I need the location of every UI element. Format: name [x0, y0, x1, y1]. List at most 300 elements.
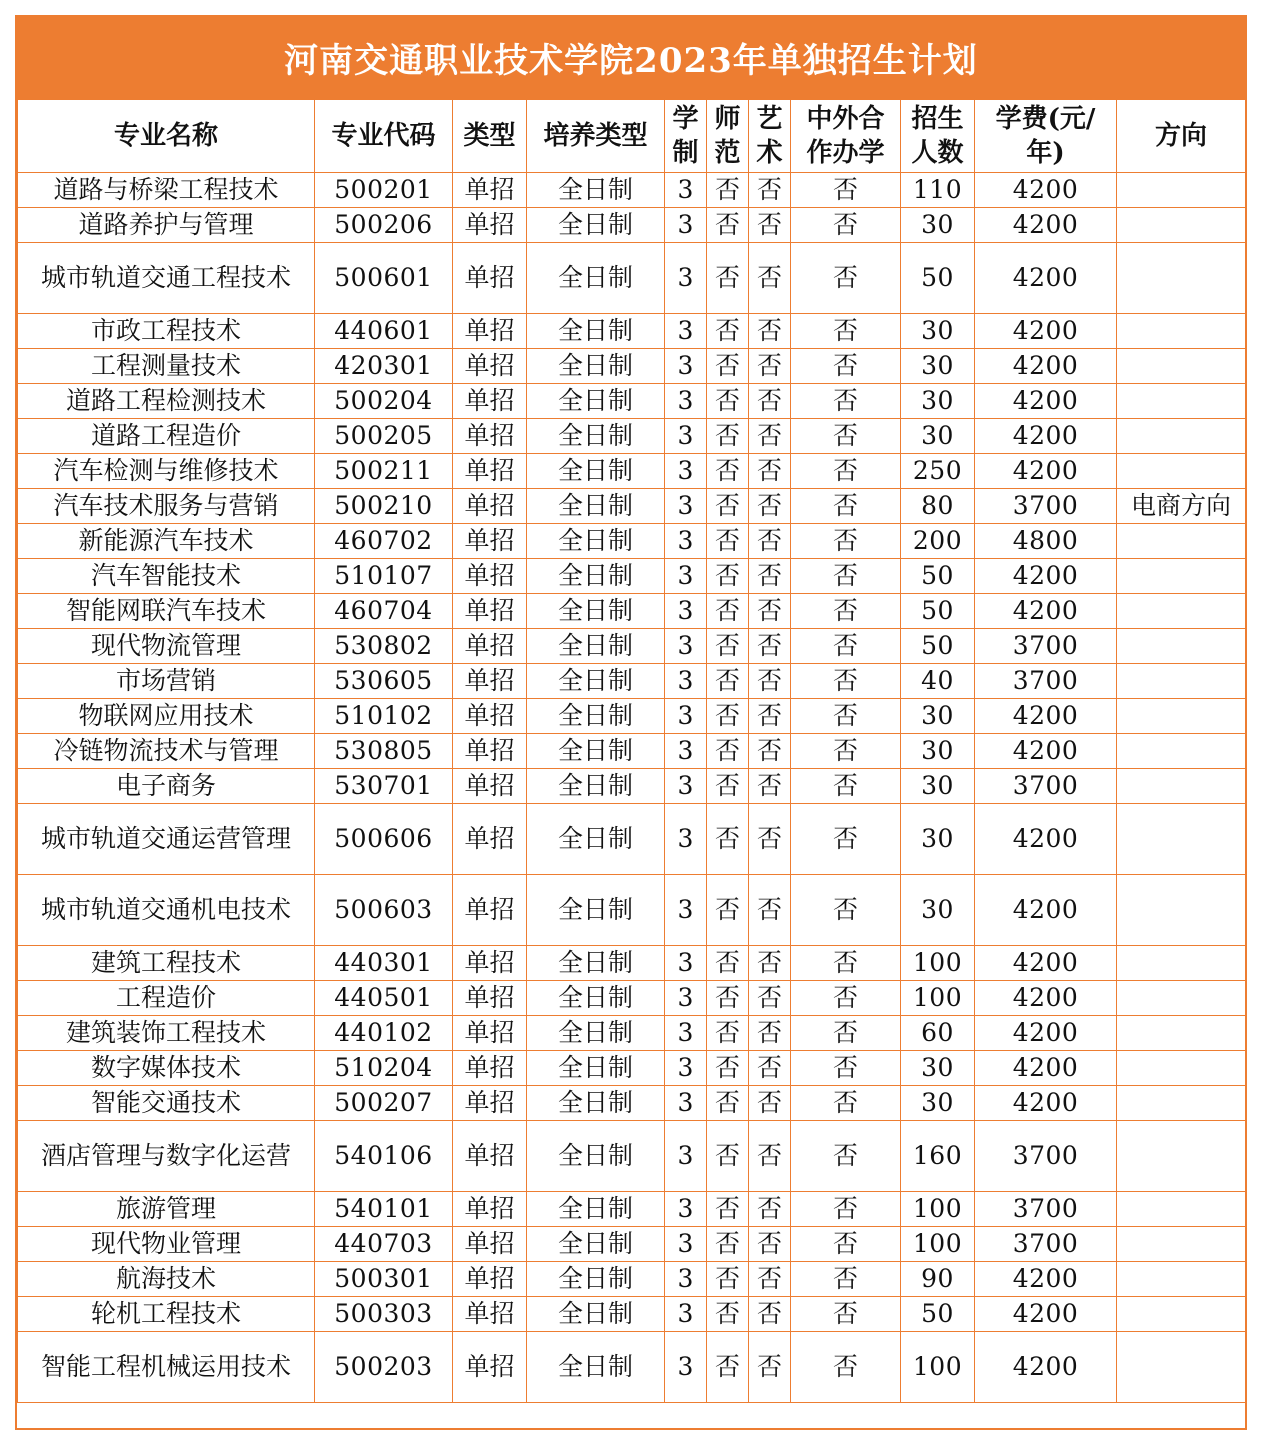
table-cell: 单招 — [453, 946, 527, 981]
table-cell: 否 — [707, 769, 749, 804]
table-cell: 单招 — [453, 1016, 527, 1051]
table-cell: 否 — [749, 1262, 791, 1297]
table-cell: 全日制 — [527, 734, 665, 769]
table-cell: 现代物流管理 — [18, 629, 315, 664]
table-cell: 全日制 — [527, 1086, 665, 1121]
table-cell — [1117, 384, 1246, 419]
table-cell: 4200 — [975, 1086, 1117, 1121]
table-cell: 单招 — [453, 524, 527, 559]
table-cell: 3 — [665, 734, 707, 769]
table-cell: 否 — [791, 875, 901, 946]
table-row — [18, 699, 1246, 734]
table-cell: 智能交通技术 — [18, 1086, 315, 1121]
column-header-text: 制 — [672, 138, 699, 168]
table-cell: 3 — [665, 454, 707, 489]
column-header — [665, 100, 707, 173]
table-cell: 全日制 — [527, 454, 665, 489]
table-cell: 530605 — [315, 664, 453, 699]
table-cell: 80 — [901, 489, 975, 524]
column-header — [18, 100, 315, 173]
table-cell: 单招 — [453, 804, 527, 875]
table-cell: 单招 — [453, 1227, 527, 1262]
table-row — [18, 384, 1246, 419]
column-header — [791, 100, 901, 173]
table-cell: 4200 — [975, 1332, 1117, 1403]
table-cell: 510204 — [315, 1051, 453, 1086]
table-row — [18, 1297, 1246, 1332]
table-cell: 50 — [901, 559, 975, 594]
table-cell: 工程测量技术 — [18, 349, 315, 384]
table-cell — [1117, 946, 1246, 981]
table-row — [18, 1192, 1246, 1227]
table-cell: 工程造价 — [18, 981, 315, 1016]
table-row — [18, 1086, 1246, 1121]
table-cell: 否 — [791, 699, 901, 734]
column-header — [1117, 100, 1246, 173]
table-cell: 4200 — [975, 454, 1117, 489]
table-cell: 单招 — [453, 1086, 527, 1121]
table-cell: 全日制 — [527, 1262, 665, 1297]
table-cell: 530701 — [315, 769, 453, 804]
table-cell: 城市轨道交通运营管理 — [18, 804, 315, 875]
table-cell — [1117, 173, 1246, 208]
table-cell: 3 — [665, 804, 707, 875]
table-cell: 全日制 — [527, 1332, 665, 1403]
table-cell: 160 — [901, 1121, 975, 1192]
table-cell: 全日制 — [527, 664, 665, 699]
table-cell: 4200 — [975, 173, 1117, 208]
table-cell: 否 — [707, 419, 749, 454]
table-cell: 全日制 — [527, 699, 665, 734]
table-row — [18, 1051, 1246, 1086]
table-cell: 40 — [901, 664, 975, 699]
table-cell: 3 — [665, 664, 707, 699]
table-cell: 否 — [749, 1016, 791, 1051]
table-cell: 420301 — [315, 349, 453, 384]
table-cell: 4200 — [975, 559, 1117, 594]
table-cell: 全日制 — [527, 384, 665, 419]
table-cell: 否 — [749, 946, 791, 981]
table-cell: 否 — [791, 1051, 901, 1086]
table-cell: 3 — [665, 699, 707, 734]
table-cell: 440501 — [315, 981, 453, 1016]
column-header-text: 师 — [714, 104, 741, 134]
table-row — [18, 1227, 1246, 1262]
table-cell: 汽车检测与维修技术 — [18, 454, 315, 489]
table-cell: 单招 — [453, 314, 527, 349]
table-cell: 全日制 — [527, 804, 665, 875]
table-cell: 否 — [749, 489, 791, 524]
table-cell: 否 — [707, 173, 749, 208]
table-cell: 单招 — [453, 243, 527, 314]
table-cell: 否 — [749, 314, 791, 349]
table-cell: 500603 — [315, 875, 453, 946]
table-cell: 否 — [749, 1121, 791, 1192]
column-header — [527, 100, 665, 173]
table-cell: 否 — [791, 454, 901, 489]
table-cell: 否 — [791, 384, 901, 419]
table-row — [18, 1332, 1246, 1403]
table-cell: 否 — [749, 875, 791, 946]
table-cell: 全日制 — [527, 946, 665, 981]
table-cell: 否 — [791, 489, 901, 524]
table-cell: 否 — [749, 1332, 791, 1403]
table-cell: 4200 — [975, 699, 1117, 734]
table-cell: 4200 — [975, 1016, 1117, 1051]
table-cell: 50 — [901, 1297, 975, 1332]
table-cell: 4200 — [975, 243, 1117, 314]
table-cell: 智能工程机械运用技术 — [18, 1332, 315, 1403]
table-cell: 否 — [791, 769, 901, 804]
table-cell: 轮机工程技术 — [18, 1297, 315, 1332]
table-cell: 3 — [665, 208, 707, 243]
table-cell: 全日制 — [527, 1297, 665, 1332]
table-cell — [1117, 769, 1246, 804]
table-cell: 460704 — [315, 594, 453, 629]
table-cell: 30 — [901, 1051, 975, 1086]
table-cell: 否 — [707, 699, 749, 734]
table-cell: 否 — [749, 419, 791, 454]
table-cell: 否 — [791, 946, 901, 981]
table-cell: 单招 — [453, 734, 527, 769]
table-cell: 否 — [749, 243, 791, 314]
table-row — [18, 734, 1246, 769]
table-cell: 否 — [707, 629, 749, 664]
table-cell: 510102 — [315, 699, 453, 734]
enrollment-plan-table — [17, 99, 1246, 1403]
table-cell: 3 — [665, 314, 707, 349]
table-cell: 3 — [665, 875, 707, 946]
column-header — [315, 100, 453, 173]
table-cell — [1117, 208, 1246, 243]
table-cell — [1117, 981, 1246, 1016]
table-cell: 单招 — [453, 173, 527, 208]
column-header-text: 范 — [714, 138, 741, 168]
table-cell: 500207 — [315, 1086, 453, 1121]
table-cell: 否 — [749, 208, 791, 243]
table-cell: 否 — [749, 981, 791, 1016]
table-cell: 4200 — [975, 1051, 1117, 1086]
table-cell: 否 — [749, 559, 791, 594]
table-cell: 数字媒体技术 — [18, 1051, 315, 1086]
column-header-text: 学 — [672, 104, 699, 134]
table-cell: 4200 — [975, 314, 1117, 349]
table-cell: 500211 — [315, 454, 453, 489]
table-cell: 全日制 — [527, 208, 665, 243]
table-cell: 全日制 — [527, 349, 665, 384]
table-cell: 500205 — [315, 419, 453, 454]
table-cell: 3 — [665, 173, 707, 208]
table-cell — [1117, 1227, 1246, 1262]
table-cell: 3 — [665, 1086, 707, 1121]
column-header — [453, 100, 527, 173]
table-cell: 否 — [749, 1227, 791, 1262]
table-cell: 电商方向 — [1117, 489, 1246, 524]
table-cell: 新能源汽车技术 — [18, 524, 315, 559]
table-cell: 100 — [901, 1192, 975, 1227]
table-cell: 540101 — [315, 1192, 453, 1227]
table-cell: 否 — [707, 1051, 749, 1086]
table-cell: 单招 — [453, 981, 527, 1016]
table-row — [18, 594, 1246, 629]
table-cell: 单招 — [453, 1262, 527, 1297]
table-cell: 3 — [665, 1016, 707, 1051]
table-cell: 3700 — [975, 489, 1117, 524]
table-cell: 3700 — [975, 1192, 1117, 1227]
table-cell: 3 — [665, 384, 707, 419]
table-cell: 否 — [791, 1192, 901, 1227]
table-cell: 500301 — [315, 1262, 453, 1297]
table-cell — [1117, 1016, 1246, 1051]
table-row — [18, 1121, 1246, 1192]
table-cell: 110 — [901, 173, 975, 208]
table-cell: 3 — [665, 946, 707, 981]
table-cell: 单招 — [453, 629, 527, 664]
table-cell — [1117, 734, 1246, 769]
table-cell: 否 — [749, 384, 791, 419]
table-cell: 否 — [791, 243, 901, 314]
table-cell — [1117, 1121, 1246, 1192]
table-row — [18, 349, 1246, 384]
table-cell: 否 — [707, 1121, 749, 1192]
table-row — [18, 208, 1246, 243]
table-cell: 单招 — [453, 664, 527, 699]
table-cell: 30 — [901, 769, 975, 804]
table-cell: 30 — [901, 734, 975, 769]
table-cell: 否 — [707, 314, 749, 349]
column-header-text: 人数 — [911, 138, 964, 168]
table-cell: 500204 — [315, 384, 453, 419]
table-cell: 城市轨道交通工程技术 — [18, 243, 315, 314]
table-cell: 30 — [901, 384, 975, 419]
column-header-text: 年) — [1026, 138, 1065, 168]
table-row — [18, 454, 1246, 489]
table-cell: 市政工程技术 — [18, 314, 315, 349]
table-cell: 单招 — [453, 1121, 527, 1192]
table-cell — [1117, 454, 1246, 489]
table-cell: 50 — [901, 594, 975, 629]
column-header-text: 作办学 — [806, 138, 885, 168]
table-cell: 单招 — [453, 384, 527, 419]
table-cell: 否 — [707, 1016, 749, 1051]
table-cell: 4200 — [975, 1262, 1117, 1297]
table-cell: 3 — [665, 1121, 707, 1192]
table-cell — [1117, 664, 1246, 699]
table-cell: 否 — [791, 1332, 901, 1403]
table-cell: 否 — [707, 981, 749, 1016]
table-cell: 3 — [665, 769, 707, 804]
table-cell: 单招 — [453, 454, 527, 489]
table-cell: 30 — [901, 875, 975, 946]
table-cell: 4200 — [975, 349, 1117, 384]
table-cell: 全日制 — [527, 243, 665, 314]
table-row — [18, 524, 1246, 559]
table-cell: 全日制 — [527, 1016, 665, 1051]
table-row — [18, 489, 1246, 524]
table-cell: 30 — [901, 699, 975, 734]
table-cell: 否 — [791, 1227, 901, 1262]
table-cell: 540106 — [315, 1121, 453, 1192]
column-header — [749, 100, 791, 173]
page-title: 河南交通职业技术学院2023年单独招生计划 — [17, 17, 1245, 99]
table-cell: 30 — [901, 804, 975, 875]
table-cell: 单招 — [453, 699, 527, 734]
table-row — [18, 875, 1246, 946]
column-header-text: 专业名称 — [113, 121, 218, 151]
table-cell — [1117, 699, 1246, 734]
table-cell: 250 — [901, 454, 975, 489]
table-cell: 否 — [791, 804, 901, 875]
table-cell: 否 — [707, 384, 749, 419]
table-cell: 3 — [665, 243, 707, 314]
table-cell: 4200 — [975, 734, 1117, 769]
table-cell: 否 — [749, 734, 791, 769]
table-cell: 否 — [707, 1332, 749, 1403]
table-cell: 道路与桥梁工程技术 — [18, 173, 315, 208]
table-cell: 单招 — [453, 875, 527, 946]
table-row — [18, 664, 1246, 699]
table-cell: 30 — [901, 1086, 975, 1121]
table-cell: 否 — [707, 1262, 749, 1297]
table-cell: 否 — [791, 594, 901, 629]
table-cell: 单招 — [453, 1051, 527, 1086]
table-cell: 100 — [901, 1227, 975, 1262]
table-cell: 全日制 — [527, 1227, 665, 1262]
table-cell — [1117, 243, 1246, 314]
column-header-text: 培养类型 — [543, 121, 648, 151]
table-cell: 4200 — [975, 208, 1117, 243]
table-cell: 全日制 — [527, 489, 665, 524]
table-cell: 否 — [707, 1192, 749, 1227]
table-cell: 3 — [665, 1297, 707, 1332]
table-cell: 单招 — [453, 349, 527, 384]
table-cell: 4200 — [975, 875, 1117, 946]
table-cell: 3 — [665, 419, 707, 454]
table-cell — [1117, 1297, 1246, 1332]
table-cell: 否 — [707, 489, 749, 524]
table-cell: 单招 — [453, 594, 527, 629]
table-cell: 否 — [791, 664, 901, 699]
table-cell: 道路工程检测技术 — [18, 384, 315, 419]
column-header-text: 方向 — [1154, 121, 1207, 151]
table-cell: 500210 — [315, 489, 453, 524]
column-header — [707, 100, 749, 173]
table-cell: 3 — [665, 1051, 707, 1086]
table-cell: 全日制 — [527, 314, 665, 349]
table-cell: 3 — [665, 629, 707, 664]
table-row — [18, 1262, 1246, 1297]
column-header — [975, 100, 1117, 173]
column-header-text: 学费(元/ — [995, 104, 1096, 134]
table-cell: 单招 — [453, 489, 527, 524]
table-cell: 100 — [901, 981, 975, 1016]
table-cell: 3 — [665, 594, 707, 629]
table-cell: 否 — [749, 699, 791, 734]
column-header-text: 招生 — [911, 104, 964, 134]
plan-table-frame — [15, 15, 1247, 1430]
table-cell: 建筑工程技术 — [18, 946, 315, 981]
table-cell: 全日制 — [527, 594, 665, 629]
table-cell: 510107 — [315, 559, 453, 594]
table-cell: 智能网联汽车技术 — [18, 594, 315, 629]
table-cell — [1117, 559, 1246, 594]
table-cell — [1117, 594, 1246, 629]
table-cell: 否 — [749, 1051, 791, 1086]
table-cell: 4200 — [975, 804, 1117, 875]
table-cell: 单招 — [453, 1297, 527, 1332]
table-cell: 30 — [901, 208, 975, 243]
column-header — [901, 100, 975, 173]
table-row — [18, 629, 1246, 664]
table-cell: 100 — [901, 946, 975, 981]
table-cell: 否 — [707, 349, 749, 384]
table-cell: 否 — [707, 734, 749, 769]
table-cell — [1117, 1192, 1246, 1227]
table-cell: 全日制 — [527, 1192, 665, 1227]
table-row — [18, 804, 1246, 875]
table-cell — [1117, 524, 1246, 559]
table-cell: 否 — [707, 875, 749, 946]
table-cell: 90 — [901, 1262, 975, 1297]
table-cell: 单招 — [453, 419, 527, 454]
table-cell: 500201 — [315, 173, 453, 208]
table-cell: 单招 — [453, 559, 527, 594]
table-cell — [1117, 419, 1246, 454]
table-cell: 全日制 — [527, 875, 665, 946]
table-cell: 3 — [665, 1227, 707, 1262]
table-cell: 否 — [707, 664, 749, 699]
table-row — [18, 314, 1246, 349]
table-cell: 60 — [901, 1016, 975, 1051]
table-cell: 3 — [665, 1332, 707, 1403]
table-cell: 汽车智能技术 — [18, 559, 315, 594]
table-row — [18, 419, 1246, 454]
table-cell: 4200 — [975, 981, 1117, 1016]
table-cell: 全日制 — [527, 559, 665, 594]
table-cell: 否 — [749, 1192, 791, 1227]
table-row — [18, 769, 1246, 804]
table-cell: 440102 — [315, 1016, 453, 1051]
table-cell: 单招 — [453, 769, 527, 804]
table-cell: 单招 — [453, 1192, 527, 1227]
table-cell: 3700 — [975, 1121, 1117, 1192]
table-cell: 500206 — [315, 208, 453, 243]
table-cell — [1117, 1332, 1246, 1403]
table-cell: 500606 — [315, 804, 453, 875]
table-cell: 全日制 — [527, 524, 665, 559]
column-header-text: 专业代码 — [331, 121, 436, 151]
table-cell: 4200 — [975, 946, 1117, 981]
table-cell: 530805 — [315, 734, 453, 769]
table-cell: 全日制 — [527, 419, 665, 454]
table-cell: 否 — [707, 946, 749, 981]
table-cell: 3 — [665, 524, 707, 559]
table-row — [18, 243, 1246, 314]
table-cell: 3700 — [975, 629, 1117, 664]
table-header-row — [18, 100, 1246, 173]
table-cell: 否 — [707, 243, 749, 314]
table-cell: 4200 — [975, 594, 1117, 629]
table-cell: 否 — [707, 524, 749, 559]
table-cell: 电子商务 — [18, 769, 315, 804]
table-cell: 否 — [749, 629, 791, 664]
table-cell: 市场营销 — [18, 664, 315, 699]
table-cell: 否 — [749, 1297, 791, 1332]
table-cell — [1117, 1262, 1246, 1297]
table-cell: 物联网应用技术 — [18, 699, 315, 734]
table-cell: 否 — [791, 314, 901, 349]
table-cell — [1117, 875, 1246, 946]
